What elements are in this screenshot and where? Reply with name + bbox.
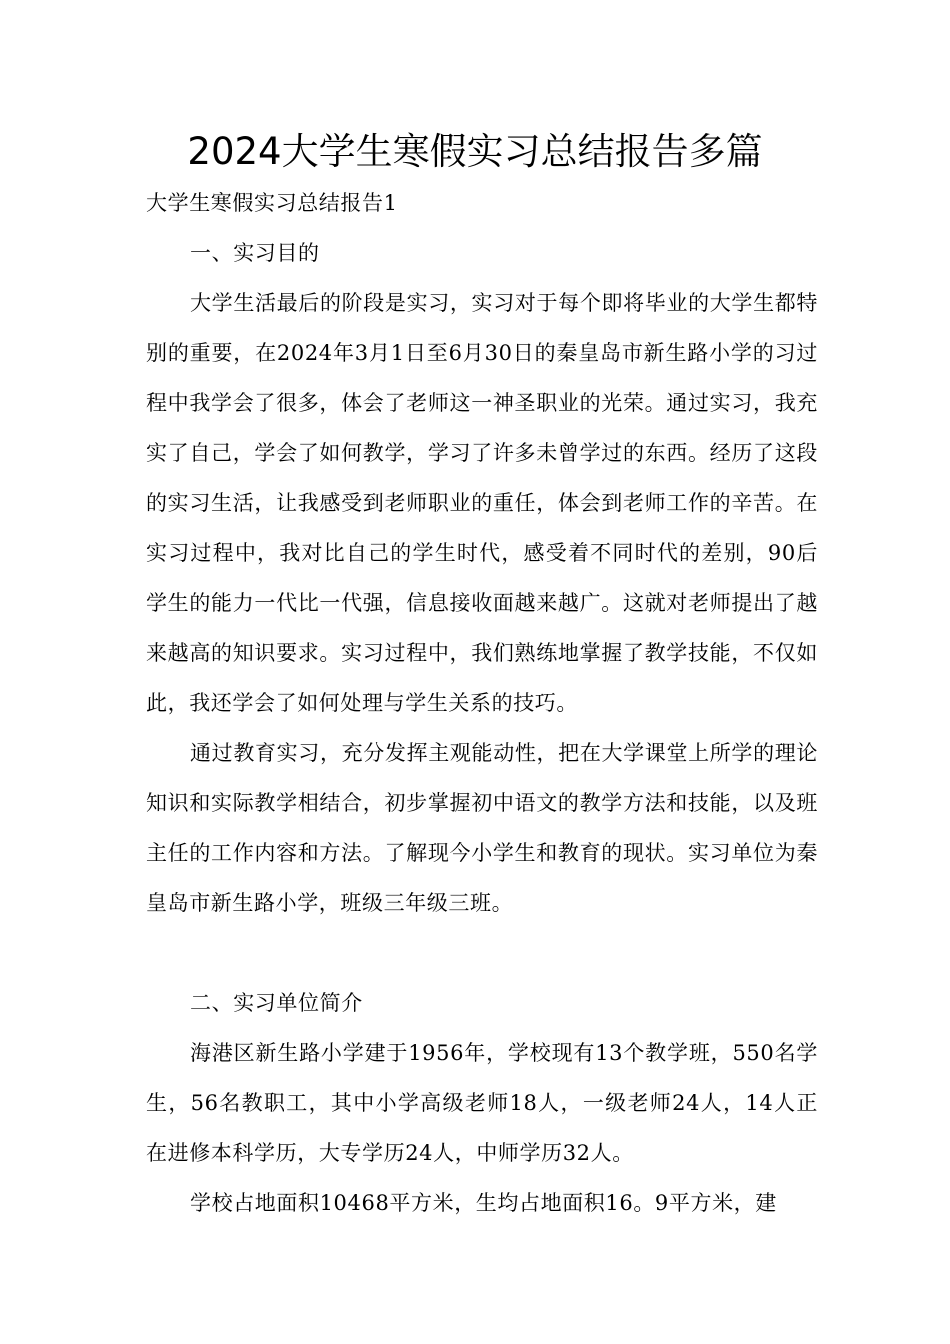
paragraph: 通过教育实习，充分发挥主观能动性，把在大学课堂上所学的理论知识和实际教学相结合，初步掌握初中语文的教学方法和技能，以及班主任的工作内容和方法。了解现今小学生和教育的现状。实习单位为秦皇岛市新生路小学，班级三年级三班。 bbox=[146, 741, 818, 915]
section-1 bbox=[146, 228, 818, 928]
section-2 bbox=[146, 978, 818, 1228]
paragraph: 学校占地面积10468平方米，生均占地面积16。9平方米，建 bbox=[190, 1191, 777, 1215]
paragraph: 海港区新生路小学建于1956年，学校现有13个教学班，550名学生，56名教职工，其中小学高级老师18人，一级老师24人，14人正在进修本科学历，大专学历24人，中师学历32人。 bbox=[146, 1041, 818, 1165]
document-title: 2024大学生寒假实习总结报告多篇 bbox=[187, 130, 763, 173]
section-heading: 二、实习单位简介 bbox=[190, 991, 363, 1015]
section-heading: 一、实习目的 bbox=[190, 241, 320, 265]
document-subtitle: 大学生寒假实习总结报告1 bbox=[146, 191, 398, 215]
paragraph: 大学生活最后的阶段是实习，实习对于每个即将毕业的大学生都特别的重要，在2024年3月1日至6月30日的秦皇岛市新生路小学的习过程中我学会了很多，体会了老师这一神圣职业的光荣。通过实习，我充实了自己，学会了如何教学，学习了许多未曾学过的东西。经历了这段的实习生活，让我感受到老师职业的重任，体会到老师工作的辛苦。在实习过程中，我对比自己的学生时代，感受着不同时代的差别，90后学生的能力一代比一代强，信息接收面越来越广。这就对老师提出了越来越高的知识要求。实习过程中，我们熟练地掌握了教学技能，不仅如此，我还学会了如何处理与学生关系的技巧。 bbox=[146, 291, 818, 715]
